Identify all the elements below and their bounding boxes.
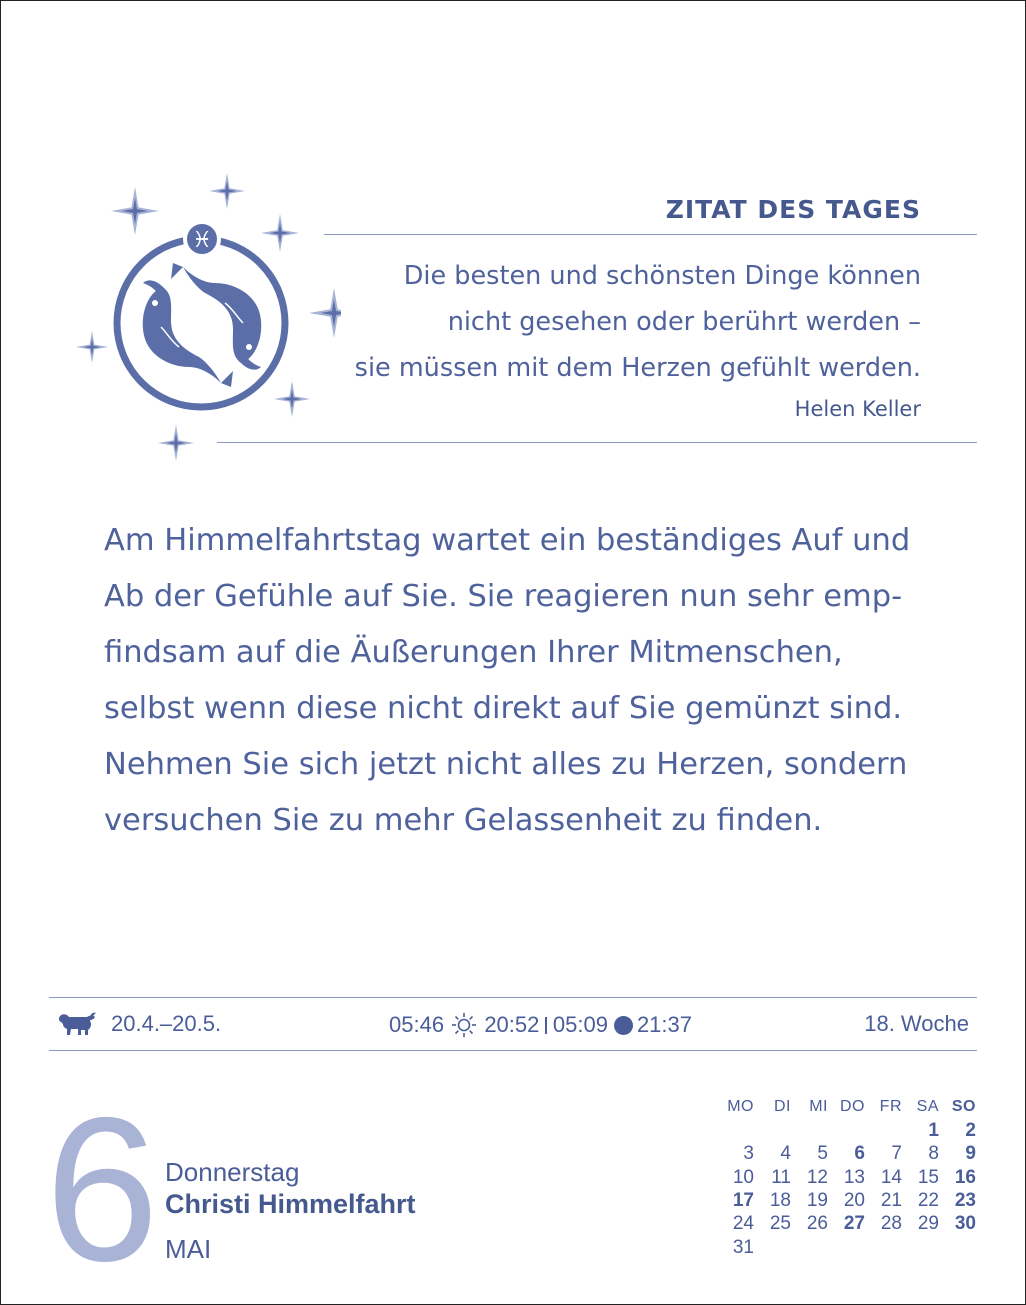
calendar-day: 6 (854, 1143, 865, 1165)
calendar-day: 1 (928, 1120, 939, 1142)
calendar-day (828, 1235, 865, 1258)
moon-icon (614, 1016, 633, 1035)
calendar-day: 29 (917, 1213, 939, 1235)
sun-moon-times (389, 1011, 692, 1038)
sun-icon (451, 1012, 477, 1038)
calendar-day (791, 1235, 828, 1258)
calendar-week-row (717, 1212, 976, 1235)
quote-line: Die besten und schönsten Dinge können (403, 261, 921, 291)
quote-text (321, 253, 921, 391)
horoscope-line: Ab der Gefühle auf Sie. Sie reagieren nun sehr emp- (104, 579, 903, 614)
calendar-day: 23 (954, 1190, 976, 1212)
quote-author: Helen Keller (794, 397, 921, 421)
calendar-day: 9 (965, 1143, 976, 1165)
horoscope-line: versuchen Sie zu mehr Gelassenheit zu finden. (104, 803, 823, 838)
quote-line: nicht gesehen oder berührt werden – (447, 307, 921, 337)
star-icon (209, 173, 245, 209)
quote-line: sie müssen mit dem Herzen gefühlt werden. (354, 353, 921, 383)
quote-heading: ZITAT DES TAGES (665, 195, 921, 224)
calendar-day: 25 (769, 1213, 791, 1235)
calendar-weekday-header: DI (774, 1098, 791, 1115)
calendar-day: 7 (891, 1143, 902, 1165)
calendar-week-row (717, 1142, 976, 1165)
calendar-week-row (717, 1235, 976, 1258)
moonrise-time: 05:09 (552, 1012, 608, 1038)
calendar-day (865, 1119, 902, 1142)
divider (217, 442, 977, 443)
separator (545, 1017, 547, 1034)
calendar-day: 30 (954, 1213, 976, 1235)
calendar-week-row (717, 1119, 976, 1142)
week-number: 18. Woche (864, 1011, 969, 1036)
horoscope-line: selbst wenn diese nicht direkt auf Sie gemünzt sind. (104, 691, 903, 726)
calendar-day (791, 1119, 828, 1142)
calendar-day (828, 1119, 865, 1142)
weekday: Donnerstag (165, 1157, 300, 1187)
calendar-day: 24 (732, 1213, 754, 1235)
calendar-day: 22 (917, 1190, 939, 1212)
calendar-day: 28 (880, 1213, 902, 1235)
calendar-day (865, 1235, 902, 1258)
calendar-day: 31 (732, 1236, 754, 1258)
calendar-day: 10 (732, 1166, 754, 1188)
calendar-day: 13 (843, 1166, 865, 1188)
calendar-day: 15 (917, 1166, 939, 1188)
calendar-day: 20 (843, 1190, 865, 1212)
calendar-weekday-header: MI (809, 1098, 828, 1115)
calendar-day: 12 (806, 1166, 828, 1188)
calendar-day (754, 1119, 791, 1142)
calendar-day: 4 (780, 1143, 791, 1165)
calendar-day: 3 (743, 1143, 754, 1165)
calendar-day (717, 1119, 754, 1142)
horoscope-line: findsam auf die Äußerungen Ihrer Mitmenschen, (104, 635, 843, 670)
month-name: MAI (165, 1234, 212, 1264)
calendar-day: 5 (817, 1143, 828, 1165)
calendar-day: 18 (769, 1190, 791, 1212)
calendar-day: 16 (954, 1166, 976, 1188)
calendar-day (902, 1235, 939, 1258)
star-icon (111, 187, 159, 235)
moonset-time: 21:37 (636, 1012, 692, 1038)
calendar-day (939, 1235, 976, 1258)
calendar-weekday-header: SA (916, 1098, 939, 1115)
calendar-week-row (717, 1189, 976, 1212)
calendar-day: 19 (806, 1190, 828, 1212)
zodiac-symbol: ♓ (192, 228, 212, 253)
star-icon (158, 425, 194, 461)
pisces-emblem-icon (71, 171, 341, 471)
sunrise-time: 05:46 (389, 1012, 445, 1038)
calendar-day: 8 (928, 1143, 939, 1165)
calendar-day: 2 (965, 1120, 976, 1142)
calendar-weekday-header: SO (951, 1098, 976, 1115)
calendar-day: 17 (732, 1190, 754, 1212)
calendar-weekday-header: MO (727, 1098, 754, 1115)
taurus-bull-icon (57, 1010, 97, 1036)
calendar-day: 27 (843, 1213, 865, 1235)
horoscope-line: Nehmen Sie sich jetzt nicht alles zu Herzen, sondern (104, 747, 908, 782)
calendar-week-row (717, 1166, 976, 1189)
calendar-day: 11 (771, 1166, 791, 1188)
sign-dates: 20.4.–20.5. (111, 1011, 222, 1036)
calendar-day: 26 (806, 1213, 828, 1235)
holiday-name: Christi Himmelfahrt (165, 1189, 416, 1219)
calendar-weekday-header: DO (840, 1098, 865, 1115)
calendar-day: 14 (880, 1166, 902, 1188)
calendar-weekday-header: FR (879, 1098, 902, 1115)
star-icon (76, 331, 108, 363)
star-icon (261, 214, 299, 252)
star-icon (274, 381, 310, 417)
mini-calendar (717, 1095, 976, 1259)
divider (324, 234, 977, 235)
sunset-time: 20:52 (484, 1012, 540, 1038)
info-bar (49, 997, 977, 1051)
horoscope-line: Am Himmelfahrtstag wartet ein beständiges Auf und (104, 523, 911, 558)
calendar-day (754, 1235, 791, 1258)
calendar-day: 21 (880, 1190, 902, 1212)
day-number: 6 (45, 1075, 160, 1304)
horoscope-text (104, 513, 944, 849)
